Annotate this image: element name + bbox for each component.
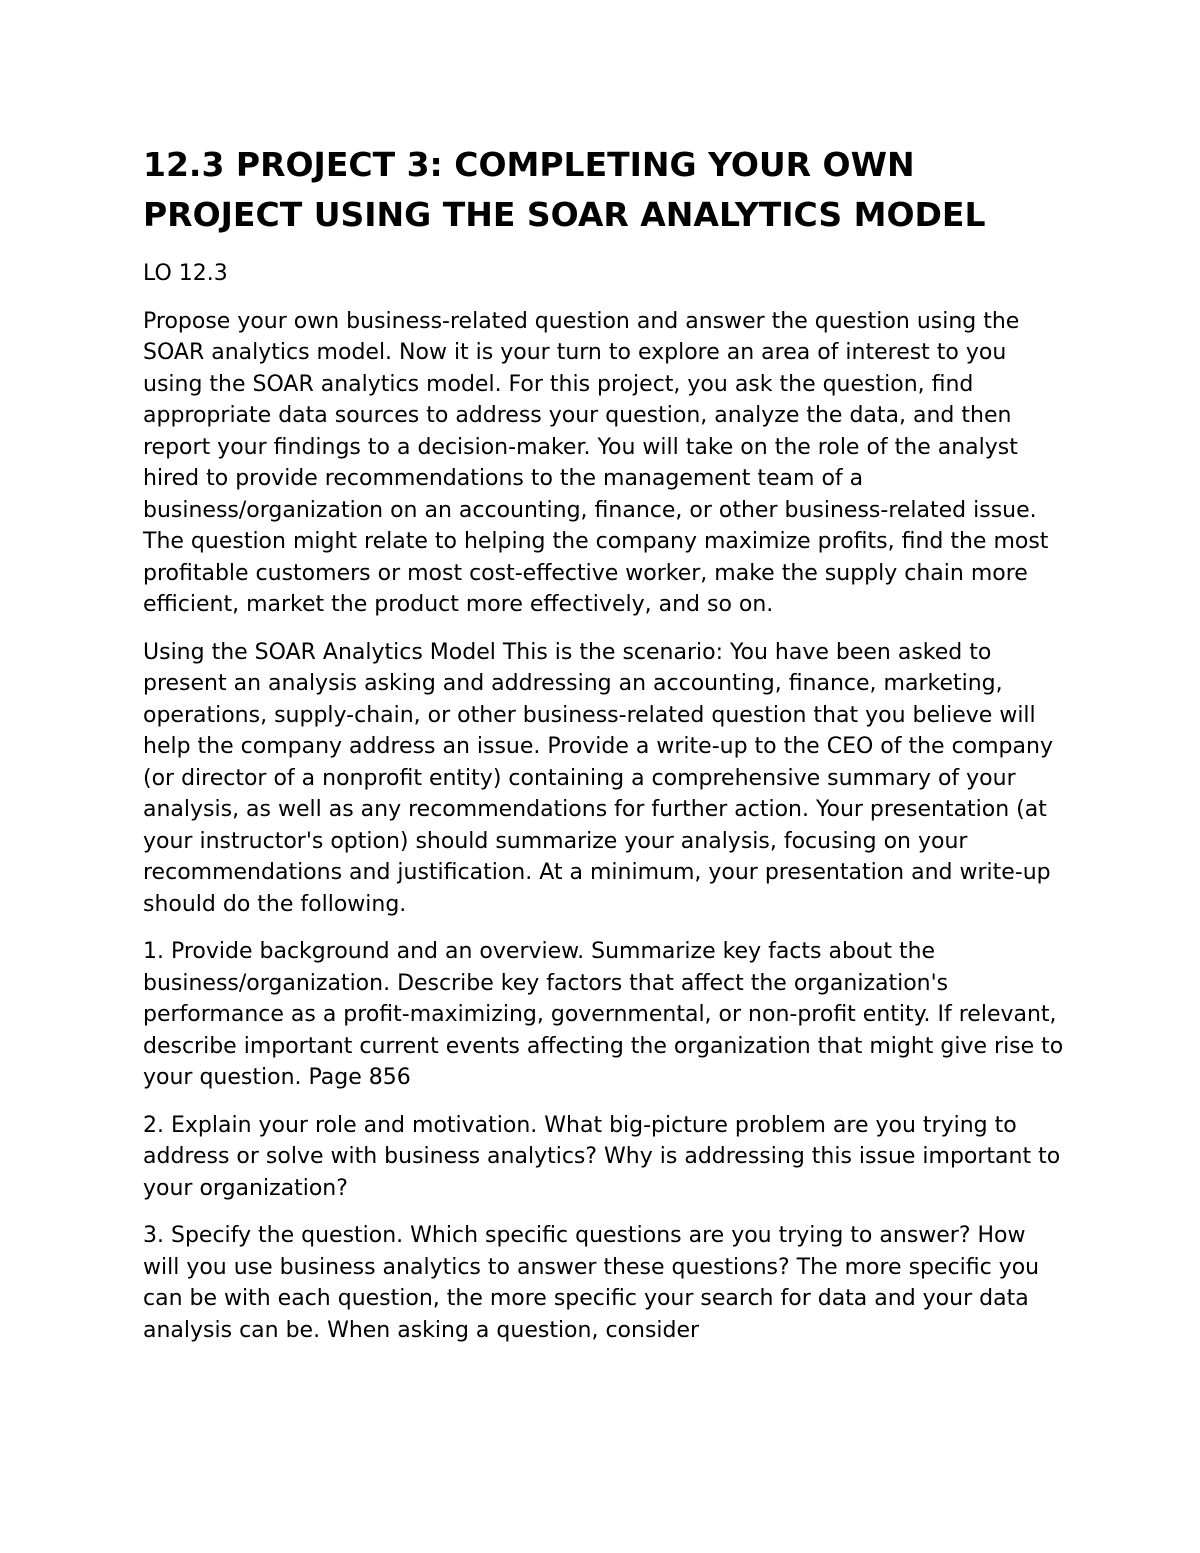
page-title: 12.3 PROJECT 3: COMPLETING YOUR OWN PROJECT USING THE SOAR ANALYTICS MODEL: [143, 145, 986, 234]
paragraph-step-3: 3. Specify the question. Which specific questions are you trying to answer? How will you use business analytics to answer these questions? The more specific you can be with each question, the more specific your search for data and your data analysis can be. When asking a question, consider: [143, 1223, 1040, 1343]
paragraph-step-2: 2. Explain your role and motivation. What big-picture problem are you trying to address or solve with business analytics? Why is addressing this issue important to your organization?: [143, 1112, 1061, 1201]
paragraph-scenario: Using the SOAR Analytics Model This is the scenario: You have been asked to present an analysis asking and addressing an accounting, finance, marketing, operations, supply-chain, or other business-related question that you believe will help the company address an issue. Provide a write-up to the CEO of the company (or director of a nonprofit entity) containing a comprehensive summary of your analysis, as well as any recommendations for further action. Your presentation (at your instructor's option) should summarize your analysis, focusing on your recommendations and justification. At a minimum, your presentation and write-up should do the following.: [143, 639, 1053, 917]
document-body: [143, 140, 1068, 1362]
learning-objective: LO 12.3: [143, 261, 228, 286]
paragraph-intro: Propose your own business-related question and answer the question using the SOAR analytics model. Now it is your turn to explore an area of interest to you using the SOAR analytics model. For this project, you ask the question, find appropriate data sources to address your question, analyze the data, and then report your findings to a decision-maker. You will take on the role of the analyst hired to provide recommendations to the management team of a business/organization on an accounting, finance, or other business-related issue. The question might relate to helping the company maximize profits, find the most profitable customers or most cost-effective worker, make the supply chain more efficient, market the product more effectively, and so on.: [143, 308, 1049, 617]
paragraph-step-1: 1. Provide background and an overview. Summarize key facts about the business/organization. Describe key factors that affect the organization's performance as a profit-maximizing, governmental, or non-profit entity. If relevant, describe important current events affecting the organization that might give rise to your question. Page 856: [143, 939, 1064, 1090]
